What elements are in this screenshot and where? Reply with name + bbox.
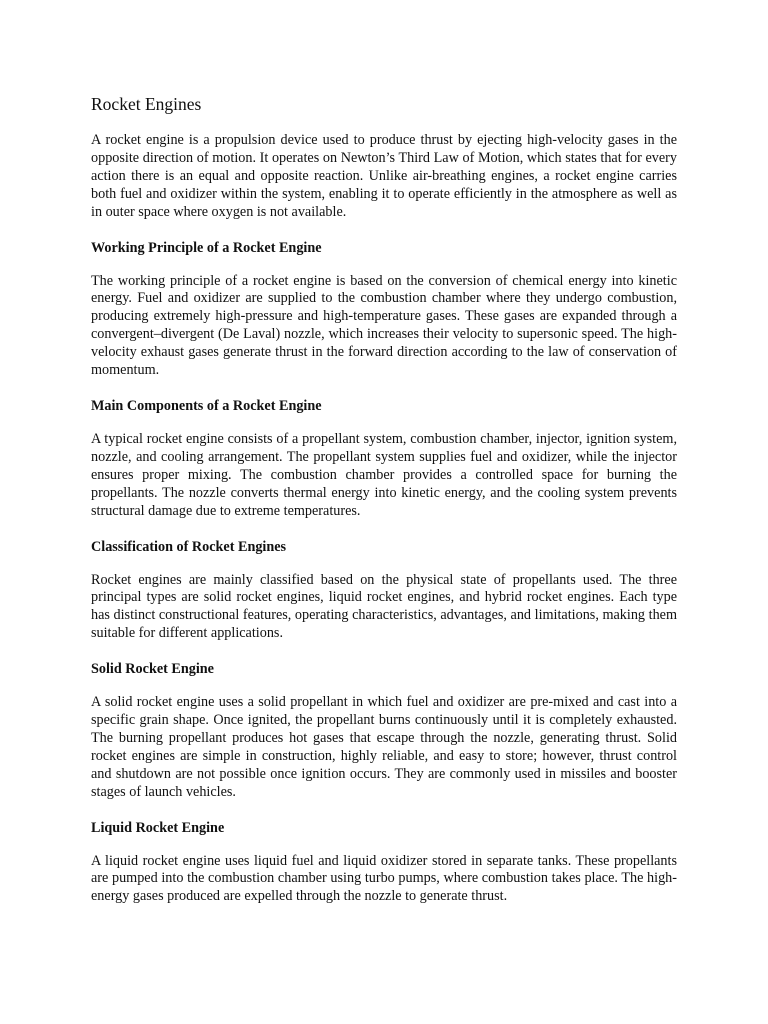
section-body-main-components: A typical rocket engine consists of a propellant system, combustion chamber, injector, ignition system, nozzle, and cooling arrangement. The propellant system supplies fuel and oxidizer, while the injector ensures proper mixing. The combustion chamber provides a controlled space for burning the propellants. The nozzle converts thermal energy into kinetic energy, and the cooling system prevents structural damage due to extreme temperatures. (91, 430, 677, 519)
section-heading-liquid-rocket-engine: Liquid Rocket Engine (91, 819, 225, 836)
page-title: Rocket Engines (91, 94, 202, 114)
section-heading-main-components: Main Components of a Rocket Engine (91, 397, 322, 414)
section-body-working-principle: The working principle of a rocket engine is based on the conversion of chemical energy into kinetic energy. Fuel and oxidizer are supplied to the combustion chamber where they undergo combustion, producing extremely high-pressure and high-temperature gases. These gases are expanded through a convergent–divergent (De Laval) nozzle, which increases their velocity to supersonic speed. The high-velocity exhaust gases generate thrust in the forward direction according to the law of conservation of momentum. (91, 272, 677, 379)
section-heading-solid-rocket-engine: Solid Rocket Engine (91, 661, 214, 678)
section-body-classification: Rocket engines are mainly classified based on the physical state of propellants used. The three principal types are solid rocket engines, liquid rocket engines, and hybrid rocket engines. Each type has distinct constructional features, operating characteristics, advantages, and limitations, making them suitable for different applications. (91, 571, 677, 642)
section-heading-working-principle: Working Principle of a Rocket Engine (91, 239, 322, 256)
intro-paragraph: A rocket engine is a propulsion device used to produce thrust by ejecting high-velocity gases in the opposite direction of motion. It operates on Newton’s Third Law of Motion, which states that for every action there is an equal and opposite reaction. Unlike air-breathing engines, a rocket engine carries both fuel and oxidizer within the system, enabling it to operate efficiently in the atmosphere as well as in outer space where oxygen is not available. (91, 132, 677, 220)
section-body-solid-rocket-engine: A solid rocket engine uses a solid propellant in which fuel and oxidizer are pre-mixed and cast into a specific grain shape. Once ignited, the propellant burns continuously until it is completely exhausted. The burning propellant produces hot gases that escape through the nozzle, generating thrust. Solid rocket engines are simple in construction, highly reliable, and easy to store; however, thrust control and shutdown are not possible once ignition occurs. They are commonly used in missiles and booster stages of launch vehicles. (91, 694, 677, 800)
section-heading-classification: Classification of Rocket Engines (91, 538, 287, 555)
document-page (91, 93, 677, 923)
section-body-liquid-rocket-engine: A liquid rocket engine uses liquid fuel and liquid oxidizer stored in separate tanks. These propellants are pumped into the combustion chamber using turbo pumps, where combustion takes place. The high-energy gases produced are expelled through the nozzle to generate thrust. (91, 852, 677, 905)
